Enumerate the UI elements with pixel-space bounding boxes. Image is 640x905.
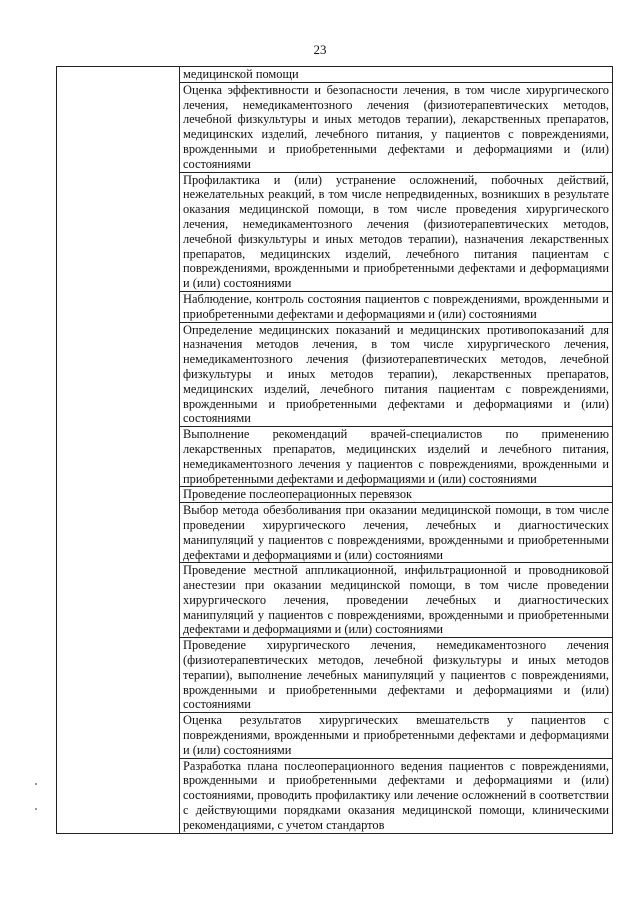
row-text [180,758,613,833]
row-text [180,291,613,322]
row-text [180,322,613,427]
row-text [180,638,613,713]
row-text [180,427,613,487]
cell-text: Выполнение рекомендаций врачей-специалистов по применению лекарственных препаратов, медицинских изделий и лечебного питания, немедикаментозного лечения у пациентов с повреждениями, врожденными и приобретенными дефектами и деформациями и (или) состояниями [183,427,609,486]
cell-text: Проведение местной аппликационной, инфильтрационной и проводниковой анестезии при оказании медицинской помощи, в том числе проведении хирургического лечения, проведении лечебных и диагностических манипуляций у пациентов с повреждениями, врожденными и приобретенными дефектами и деформациями и (или) состояниями [183,563,609,637]
row-text [180,82,613,172]
cell-text: медицинской помощи [183,67,299,81]
row-text [180,713,613,758]
row-text [180,67,613,83]
cell-text: Разработка плана послеоперационного ведения пациентов с повреждениями, врожденными и приобретенными дефектами и деформациями и (или) состояниями, проводить профилактику или лечение осложнений в соответствии с действующими порядками оказания медицинской помощи, клиническими рекомендациями, с учетом стандартов [183,758,609,832]
page-number: 23 [313,42,327,57]
row-text [180,503,613,563]
scan-mark [35,783,37,785]
document-table [56,66,613,834]
row-text [180,487,613,503]
cell-text: Профилактика и (или) устранение осложнений, побочных действий, нежелательных реакций, в том числе непредвиденных, возникших в результате оказания медицинской помощи, в том числе проведения хирургического лечения, немедикаментозного лечения (физиотерапевтических методов, лечебной физкультуры и иных методов терапии), назначения лекарственных препаратов, медицинских изделий, лечебного питания пациентам с повреждениями, врожденными и приобретенными дефектами и деформациями и (или) состояниями [183,172,609,291]
row-text [180,563,613,638]
cell-text: Выбор метода обезболивания при оказании медицинской помощи, в том числе проведении хирургического лечения, лечебных и диагностических манипуляций у пациентов с повреждениями, врожденными и приобретенными дефектами и деформациями и (или) состояниями [183,503,609,562]
cell-text: Определение медицинских показаний и медицинских противопоказаний для назначения методов лечения, в том числе хирургического лечения, немедикаментозного лечения (физиотерапевтических методов, лечебной физкультуры и иных методов терапии), лекарственных препаратов, медицинских изделий, лечебного питания пациентам с повреждениями, врожденными и приобретенными дефектами и деформациями и (или) состояниями [183,322,609,426]
cell-text: Проведение послеоперационных перевязок [183,487,413,502]
cell-text: Проведение хирургического лечения, немедикаментозного лечения (физиотерапевтических методов, лечебной физкультуры и иных методов терапии), выполнение лечебных манипуляций у пациентов с повреждениями, врожденными и приобретенными дефектами и деформациями и (или) состояниями [183,638,609,712]
cell-text: Наблюдение, контроль состояния пациентов с повреждениями, врожденными и приобретенными дефектами и деформациями и (или) состояниями [183,291,609,321]
left-column-cell [57,67,180,834]
table-row [57,67,613,83]
scan-mark [35,808,37,810]
row-text [180,172,613,291]
cell-text: Оценка эффективности и безопасности лечения, в том числе хирургического лечения, немедикаментозного лечения (физиотерапевтических методов, лечебной физкультуры и иных методов терапии), лекарственных препаратов, медицинских изделий, лечебного питания, у пациентов с повреждениями, врожденными и приобретенными дефектами и деформациями и (или) состояниями [183,82,609,171]
cell-text: Оценка результатов хирургических вмешательств у пациентов с повреждениями, врожденными и приобретенными дефектами и деформациями и (или) состояниями [183,713,609,757]
